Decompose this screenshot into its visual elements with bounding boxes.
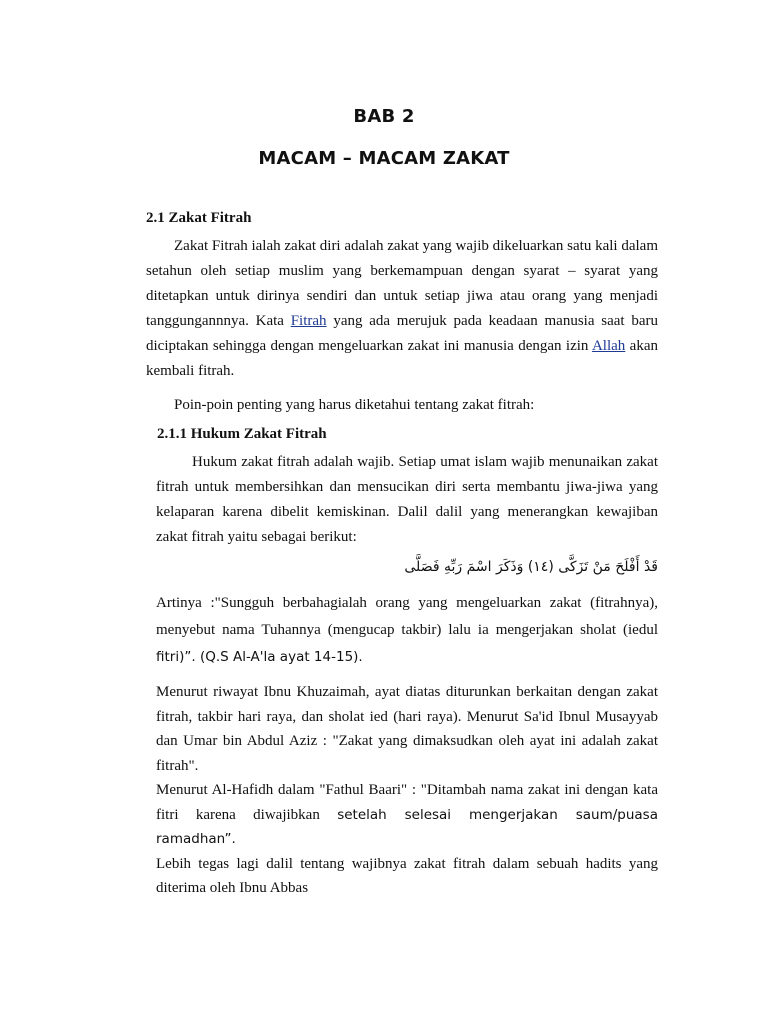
section-heading: 2.1 Zakat Fitrah <box>146 210 252 226</box>
fitrah-link[interactable]: Fitrah <box>290 313 327 329</box>
artinya-text: Artinya :"Sungguh berbahagialah orang yang mengeluarkan zakat (fitrahnya), menyebut nama Tuhannya (mengucap takbir) lalu ia mengerjakan sholat (iedul <box>156 595 658 638</box>
quran-verse: قَدْ أَفْلَحَ مَنْ تَزَكَّى (١٤) وَذَكَرَ اسْمَ رَبِّهِ فَصَلَّى <box>404 559 658 575</box>
subsection-paragraph-2 <box>156 680 658 901</box>
riwayat-text: Menurut riwayat Ibnu Khuzaimah, ayat diatas diturunkan berkaitan dengan zakat fitrah, takbir hari raya, dan sholat ied (hari raya). Menurut Sa'id Ibnul Musayyab dan Umar bin Abdul Aziz : "Zakat yang dimaksudkan oleh ayat ini adalah zakat fitrah". <box>156 684 658 774</box>
hafidh-quote: setelah selesai mengerjakan saum/puasa ramadhan”. <box>156 806 658 847</box>
paragraph-text: akan kembali fitrah. <box>146 338 658 379</box>
subsection-heading: 2.1.1 Hukum Zakat Fitrah <box>157 426 327 442</box>
chapter-title: MACAM – MACAM ZAKAT <box>258 148 510 169</box>
paragraph-text: Zakat Fitrah ialah zakat diri adalah zakat yang wajib dikeluarkan satu kali dalam setahun oleh setiap muslim yang berkemampuan dengan syarat – syarat yang ditetapkan untuk dirinya sendiri dan untuk setiap jiwa atau orang yang menjadi tanggungannnya. Kata <box>146 238 658 329</box>
artinya-citation: fitri)”. (Q.S Al-A'la ayat 14-15). <box>156 649 363 665</box>
artinya-paragraph <box>156 590 658 671</box>
subsection-paragraph-1: Hukum zakat fitrah adalah wajib. Setiap umat islam wajib menunaikan zakat fitrah untuk membersihkan dan mensucikan diri serta membantu jiwa-jiwa yang kelaparan karena dibelit kemiskinan. Dalil dalil yang menerangkan kewajiban zakat fitrah yaitu sebagai berikut: <box>156 454 658 545</box>
paragraph-text: yang ada merujuk pada keadaan manusia saat baru diciptakan sehingga dengan mengeluarkan zakat ini manusia dengan izin <box>146 313 658 354</box>
chapter-number: BAB 2 <box>353 106 415 127</box>
allah-link[interactable]: Allah <box>591 338 626 354</box>
hadits-text: Lebih tegas lagi dalil tentang wajibnya zakat fitrah dalam sebuah hadits yang diterima oleh Ibnu Abbas <box>156 855 658 896</box>
section-paragraph-2: Poin-poin penting yang harus diketahui tentang zakat fitrah: <box>174 397 535 413</box>
hafidh-text: Menurut Al-Hafidh dalam "Fathul Baari" : "Ditambah nama zakat ini dengan kata fitri karena diwajibkan <box>156 782 658 823</box>
section-paragraph-1 <box>146 234 658 384</box>
